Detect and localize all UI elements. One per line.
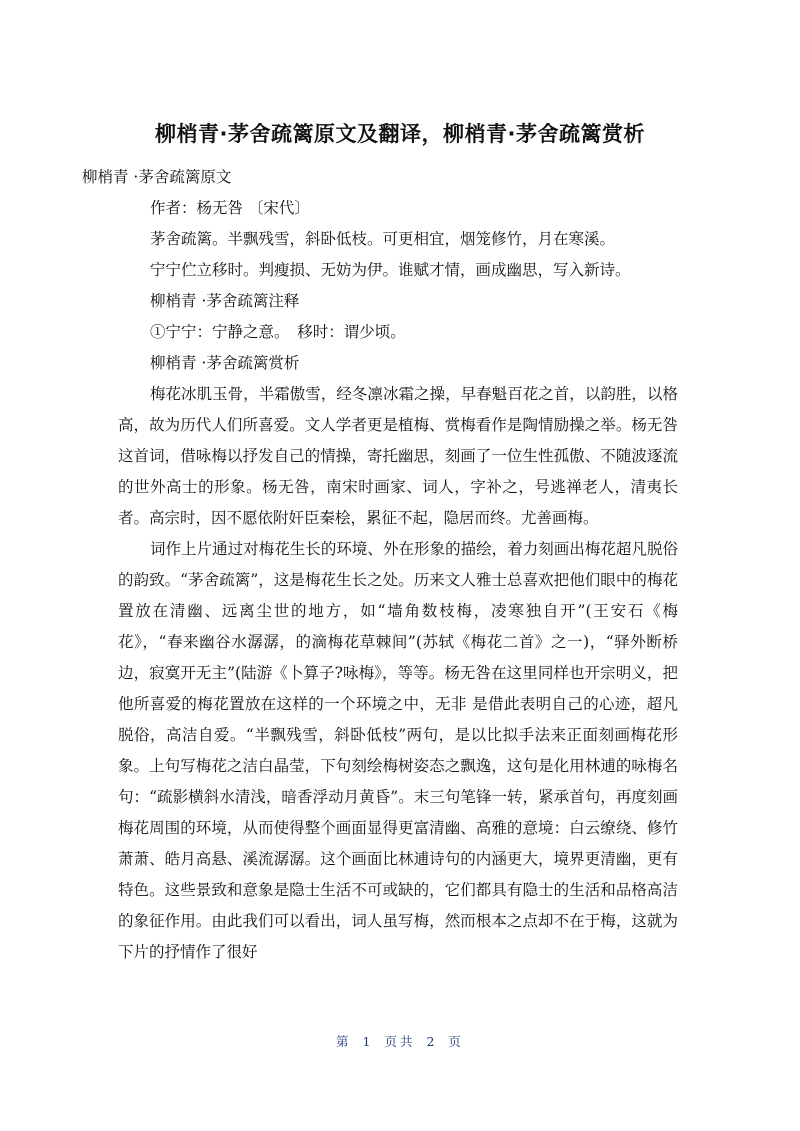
body-paragraph: 梅花冰肌玉骨，半霜傲雪，经冬凛冰霜之操，早春魁百花之首，以韵胜，以格高，故为历代人们所喜爱。文人学者更是植梅、赏梅看作是陶情励操之举。杨无咎这首词，借咏梅以抒发自己的情操，寄托幽思，刻画了一位生性孤傲、不随波逐流的世外高士的形象。杨无咎，南宋时画家、词人，字补之，号逃禅老人，清夷长者。高宗时，因不愿依附奸臣秦桧，累征不起，隐居而终。尤善画梅。 xyxy=(118,385,678,527)
note-item: ①宁宁：宁静之意。 移时：谓少顷。 xyxy=(150,323,406,341)
section-heading-appreciation: 柳梢青 ·茅舍疏篱赏析 xyxy=(150,354,300,372)
footer-page-prefix: 第 xyxy=(336,1034,352,1049)
footer-total-pages: 2 xyxy=(426,1034,438,1049)
body-paragraph: 词作上片通过对梅花生长的环境、外在形象的描绘，着力刻画出梅花超凡脱俗 的韵致。“茅舍疏篱”，这是梅花生长之处。历来文人雅士总喜欢把他们眼中的梅花置放在清幽、远离尘世的地方，如“墙角数枝梅，凌寒独自开”(王安石《梅花》，“春来幽谷水潺潺，的滴梅花草棘间”(苏轼《梅花二首》之一)，“驿外断桥边，寂寞开无主”(陆游《卜算子?咏梅》，等等。杨无咎在这里同样也开宗明义，把他所喜爱的梅花置放在这样的一个环境之中，无非 是借此表明自己的心迹，超凡脱俗，高洁自爱。“半飘残雪，斜卧低枝”两句，是以比拟手法来正面刻画梅花形象。上句写梅花之洁白晶莹，下句刻绘梅树姿态之飘逸，这句是化用林逋的咏梅名句：“疏影横斜水清浅，暗香浮动月黄昏”。末三句笔锋一转，紧承首句，再度刻画梅花周围的环境，从而使得整个画面显得更富清幽、高雅的意境：白云缭绕、修竹萧萧、皓月高悬、溪流潺潺。这个画面比林逋诗句的内涵更大，境界更清幽，更有特色。这些景致和意象是隐士生活不可或缺的，它们都具有隐士的生活和品格高洁的象征作用。由此我们可以看出，词人虽写梅，然而根本之点却不在于梅，这就为下片的抒情作了很好 xyxy=(118,540,678,961)
poem-line: 茅舍疏篱。半飘残雪，斜卧低枝。可更相宜，烟笼修竹，月在寒溪。 xyxy=(150,230,616,248)
document-body xyxy=(82,162,678,968)
poem-line: 宁宁伫立移时。判瘦损、无妨为伊。谁赋才情，画成幽思，写入新诗。 xyxy=(150,261,631,279)
author-line: 作者：杨无咎 〔宋代〕 xyxy=(150,199,310,217)
footer-page-suffix: 页 xyxy=(448,1034,464,1049)
section-heading-original: 柳梢青 ·茅舍疏篱原文 xyxy=(82,168,232,186)
footer-current-page: 1 xyxy=(362,1034,374,1049)
section-heading-notes: 柳梢青 ·茅舍疏篱注释 xyxy=(150,292,300,310)
page-title: 柳梢青·茅舍疏篱原文及翻译，柳梢青·茅舍疏篱赏析 xyxy=(155,122,645,146)
page-footer xyxy=(0,1032,800,1050)
footer-page-mid: 页共 xyxy=(384,1034,416,1049)
